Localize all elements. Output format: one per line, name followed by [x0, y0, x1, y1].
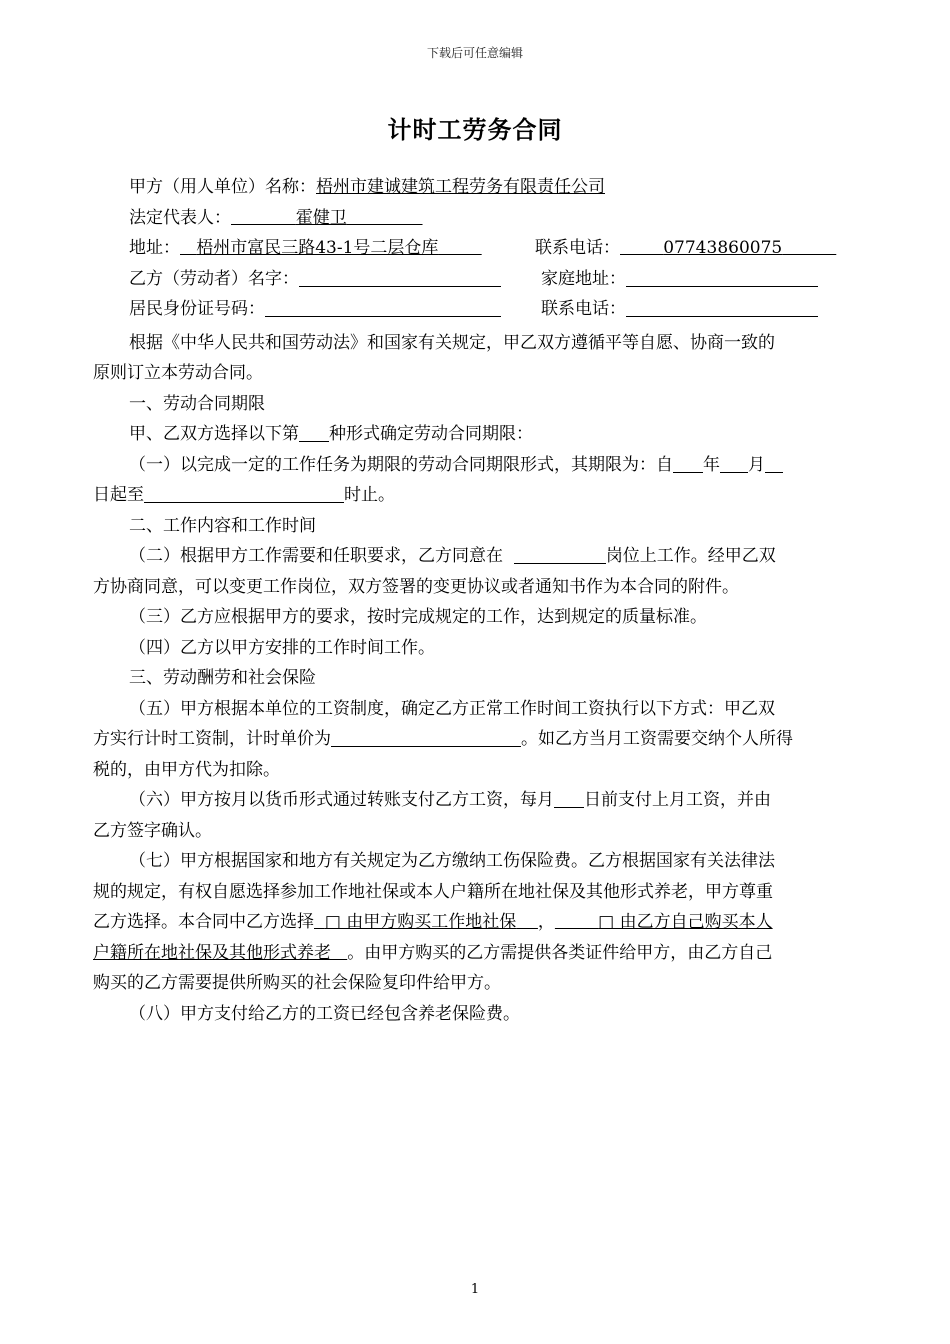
party-a-phone: 联系电话： 07743860075 — [535, 238, 783, 258]
section-1-p2: （一）以完成一定的工作任务为期限的劳动合同期限形式，其期限为：自 年 月 — [93, 450, 858, 481]
header-note: 下载后可任意编辑 — [426, 46, 523, 60]
page-number: 1 — [470, 1282, 480, 1297]
section-1-title: 一、劳动合同期限 — [129, 393, 265, 414]
option-self-social-insurance[interactable]: □ 由乙方自己购买本人 — [598, 912, 773, 932]
party-a-rep-value: 霍健卫 — [295, 207, 347, 228]
party-b-phone-field[interactable] — [626, 296, 818, 317]
party-b-home: 家庭地址： — [541, 264, 818, 295]
party-a-name-value: 梧州市建诚建筑工程劳务有限责任公司 — [316, 177, 605, 197]
party-a-rep-line: 法定代表人： 霍健卫 — [93, 203, 858, 234]
section-3-p3-options: 乙方选择。本合同中乙方选择 □ 由甲方购买工作地社保 ， □ 由乙方自己购买本人 — [93, 912, 773, 932]
intro-line-2: 原则订立本劳动合同。 — [93, 363, 263, 383]
party-a-phone-value: 07743860075 — [663, 238, 783, 258]
party-b-phone: 联系电话： — [541, 294, 818, 325]
section-3-p3: （七）甲方根据国家和地方有关规定为乙方缴纳工伤保险费。乙方根据国家有关法律法 — [129, 851, 775, 871]
section-2-p1-cont: 方协商同意，可以变更工作岗位，双方签署的变更协议或者通知书作为本合同的附件。 — [93, 576, 739, 597]
party-b-id-line: 居民身份证号码： 联系电话： — [93, 294, 858, 325]
option-employer-social-insurance[interactable]: □ 由甲方购买工作地社保 — [324, 912, 517, 932]
page-title: 计时工劳务合同 — [387, 115, 563, 144]
payday-field[interactable] — [554, 787, 584, 808]
section-3-p1-end: 税的，由甲方代为扣除。 — [93, 759, 280, 780]
section-3-p3-end: 购买的乙方需要提供所购买的社会保险复印件给甲方。 — [93, 973, 501, 993]
party-a-name-line: 甲方（用人单位）名称：梧州市建诚建筑工程劳务有限责任公司 — [129, 177, 605, 197]
party-b-name-line: 乙方（劳动者）名字： 家庭地址： — [93, 264, 858, 295]
section-2-p2: （三）乙方应根据甲方的要求，按时完成规定的工作，达到规定的质量标准。 — [129, 607, 707, 627]
party-b-id-field[interactable] — [265, 296, 501, 317]
section-3-p4: （八）甲方支付给乙方的工资已经包含养老保险费。 — [129, 1003, 520, 1024]
start-year-field[interactable] — [673, 452, 703, 473]
section-3-p3-options-cont: 户籍所在地社保及其他形式养老 。由甲方购买的乙方需提供各类证件给甲方，由乙方自己 — [93, 942, 773, 963]
section-2-title: 二、工作内容和工作时间 — [129, 515, 316, 536]
party-b-name-field[interactable] — [299, 266, 501, 287]
section-3-p3-cont: 规的规定，有权自愿选择参加工作地社保或本人户籍所在地社保及其他形式养老，甲方尊重 — [93, 881, 773, 902]
contract-body — [93, 172, 858, 1029]
start-day-field[interactable] — [765, 452, 783, 473]
party-b-home-field[interactable] — [626, 266, 818, 287]
form-choice-field[interactable] — [299, 421, 329, 442]
section-3-p2-cont: 乙方签字确认。 — [93, 820, 212, 841]
end-field[interactable] — [144, 482, 344, 503]
section-3-p1-cont: 方实行计时工资制，计时单价为 。如乙方当月工资需要交纳个人所得 — [93, 724, 858, 755]
section-3-p2: （六）甲方按月以货币形式通过转账支付乙方工资，每月 日前支付上月工资，并由 — [93, 785, 858, 816]
start-month-field[interactable] — [720, 452, 748, 473]
section-1-p1: 甲、乙双方选择以下第 种形式确定劳动合同期限： — [93, 419, 858, 450]
section-2-p3: （四）乙方以甲方安排的工作时间工作。 — [129, 637, 435, 658]
section-2-p1: （二）根据甲方工作需要和任职要求，乙方同意在 岗位上工作。经甲乙双 — [93, 541, 858, 572]
party-a-addr-value: 梧州市富民三路43-1号二层仓库 — [196, 238, 439, 258]
position-field[interactable] — [514, 543, 606, 564]
section-3-title: 三、劳动酬劳和社会保险 — [129, 668, 316, 688]
party-a-addr-line: 地址： 梧州市富民三路43-1号二层仓库 联系电话： 07743860075 — [93, 233, 858, 264]
section-1-p2-cont: 日起至 时止。 — [93, 480, 858, 511]
section-3-p1: （五）甲方根据本单位的工资制度，确定乙方正常工作时间工资执行以下方式：甲乙双 — [129, 698, 775, 719]
hourly-rate-field[interactable] — [331, 726, 521, 747]
intro-line-1: 根据《中华人民共和国劳动法》和国家有关规定，甲乙双方遵循平等自愿、协商一致的 — [129, 332, 775, 353]
